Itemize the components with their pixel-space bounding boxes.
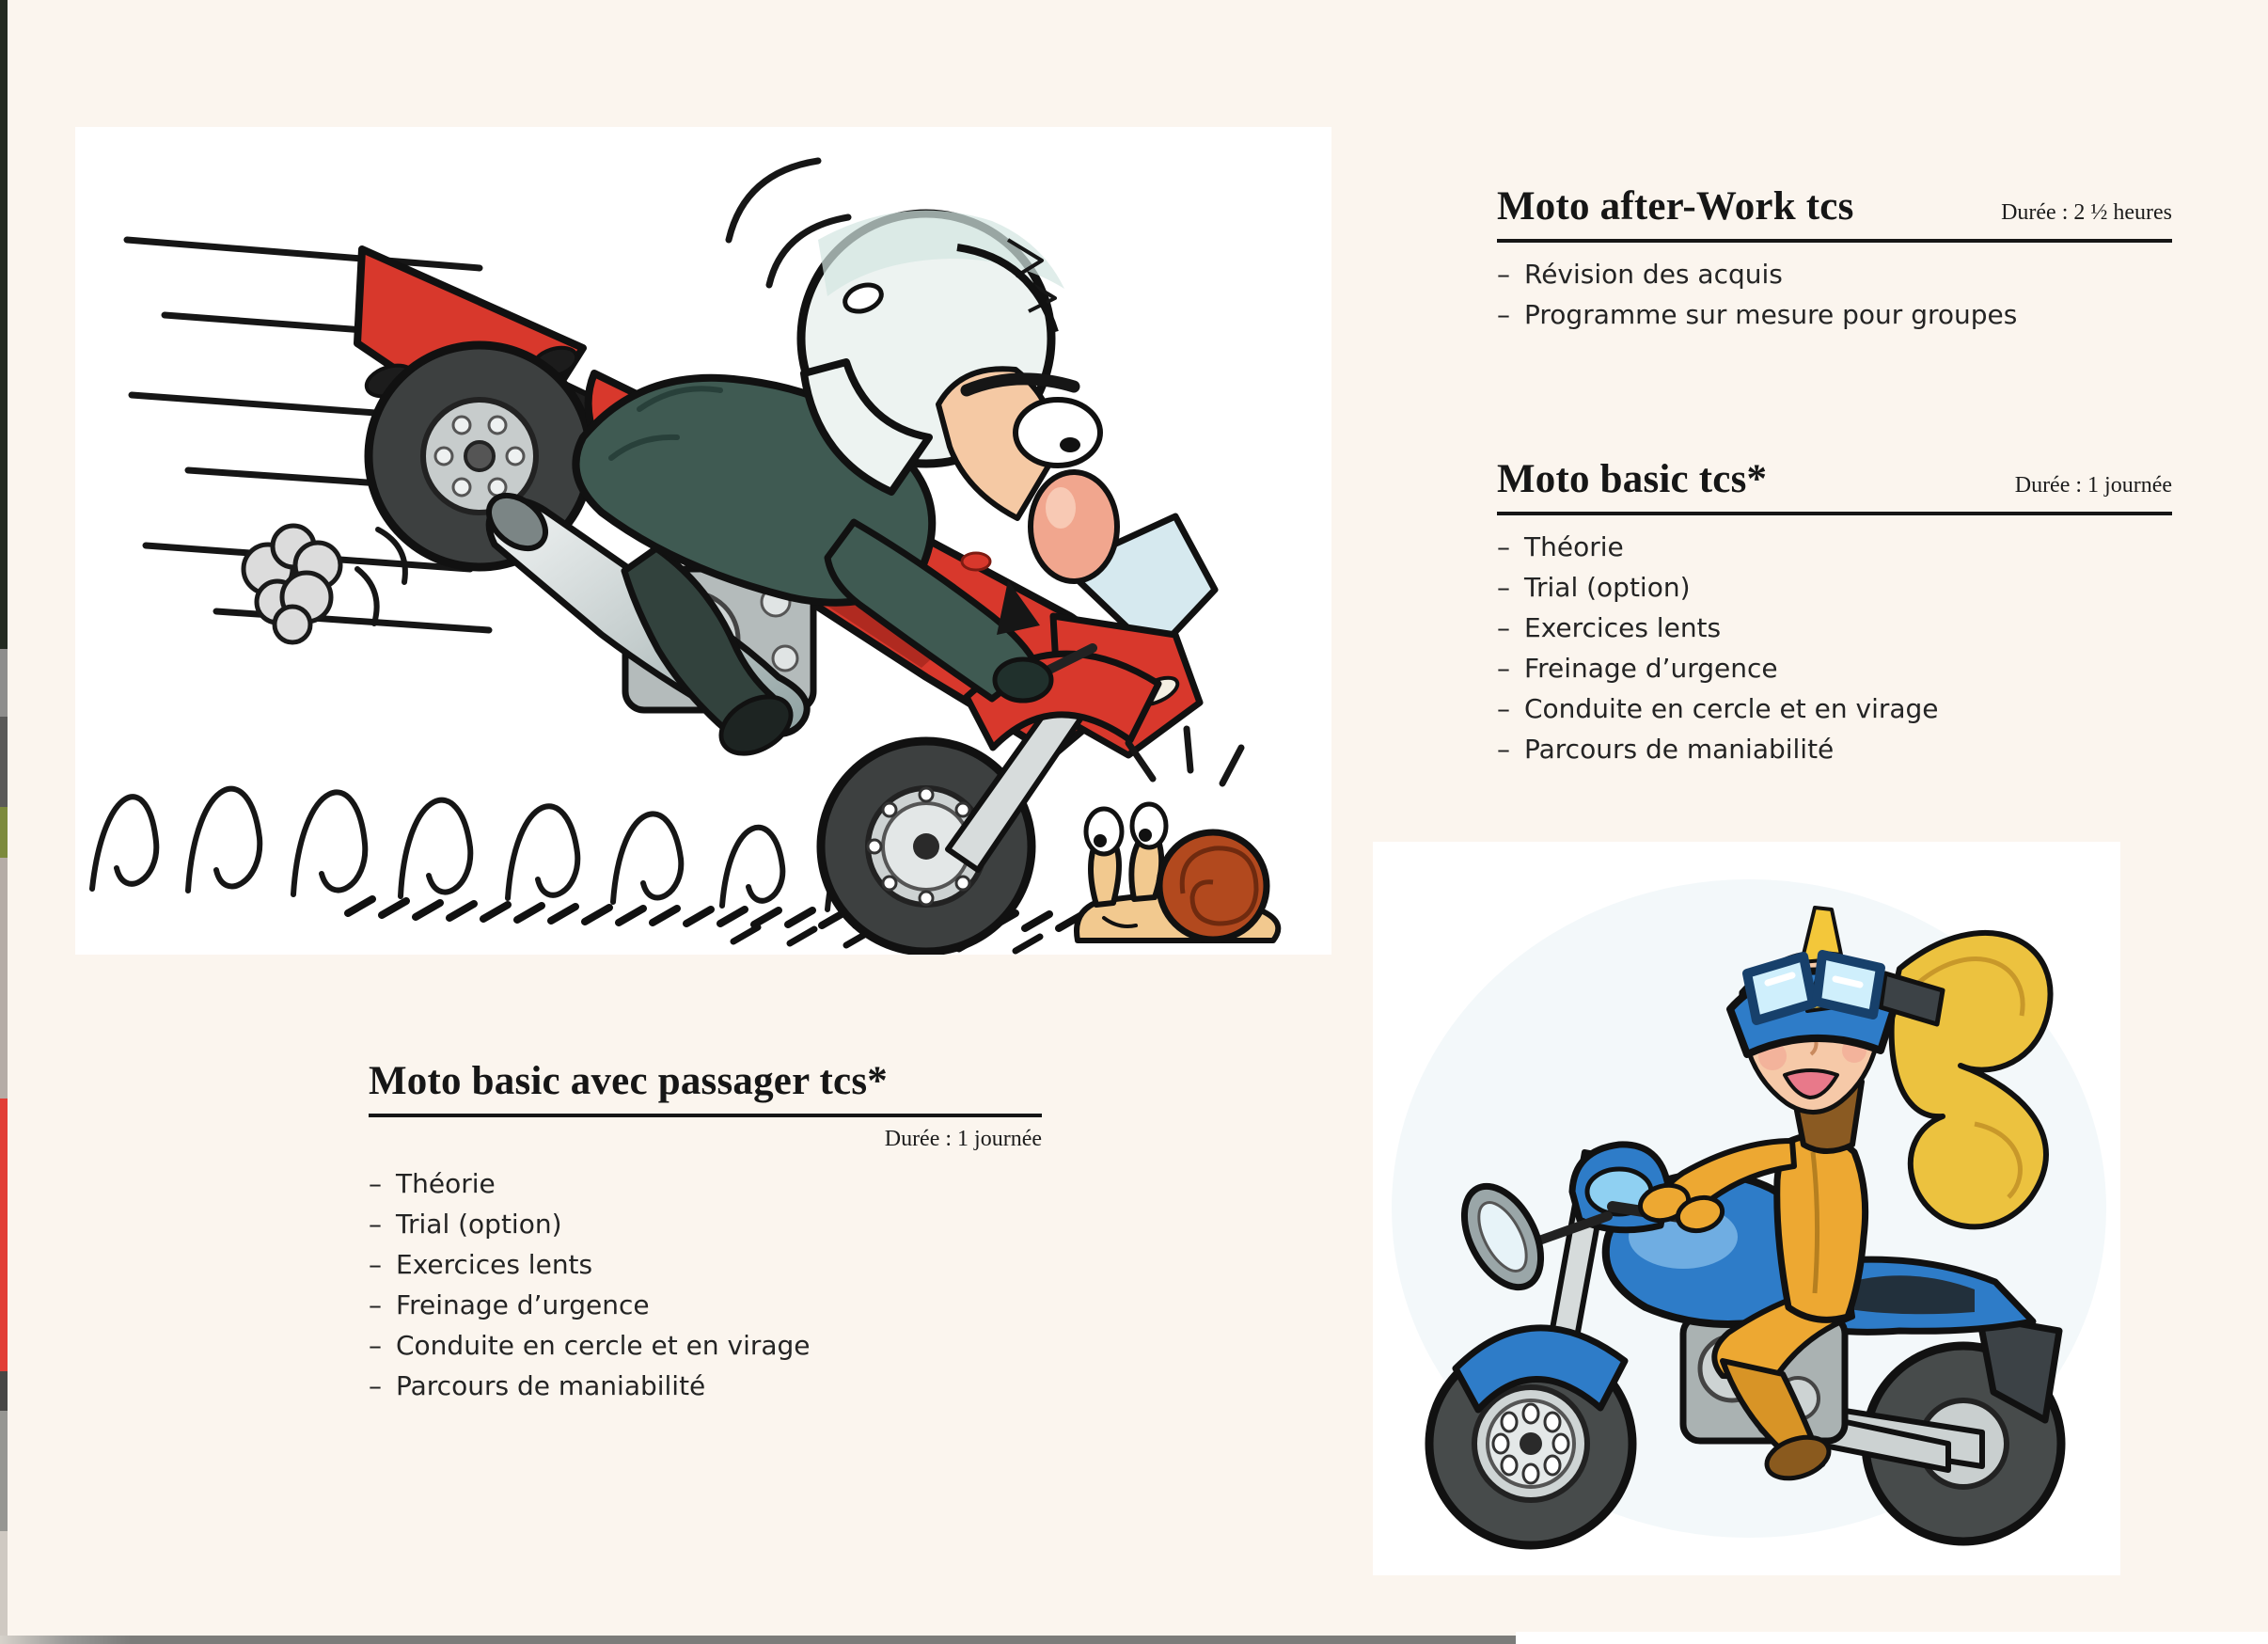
course-item-text: Programme sur mesure pour groupes — [1524, 299, 2018, 331]
course-item — [369, 1366, 1042, 1406]
course-item-text: Parcours de maniabilité — [396, 1370, 706, 1402]
goggle-lens — [1747, 956, 1813, 1020]
tongue — [962, 553, 990, 570]
illustration-female-rider — [1373, 842, 2120, 1575]
item-dash: – — [1497, 299, 1510, 331]
course-item — [369, 1204, 1042, 1244]
course-item-text: Théorie — [1524, 531, 1624, 563]
page-edge-strip — [0, 1531, 8, 1644]
red-motorcycle — [357, 249, 1215, 952]
dust-puff — [244, 526, 340, 642]
item-dash: – — [369, 1209, 382, 1241]
course-item — [1497, 294, 2172, 335]
course-duration: Durée : 1 journée — [2014, 473, 2172, 498]
item-dash: – — [1497, 734, 1510, 766]
item-dash: – — [369, 1168, 382, 1200]
course-item — [369, 1163, 1042, 1204]
page-edge-strip — [0, 807, 8, 858]
page-edge-strip — [0, 858, 8, 1099]
page-bottom-edge — [0, 1636, 1516, 1644]
course-item-text: Trial (option) — [396, 1209, 562, 1241]
course-duration: Durée : 1 journée — [884, 1127, 1042, 1152]
braking-rider-drawing — [75, 127, 1331, 955]
course-title: Moto basic tcs* — [1497, 457, 1768, 501]
nose — [1031, 472, 1117, 581]
page-edge-strip — [0, 1411, 8, 1531]
page-edge-strip — [0, 0, 8, 649]
snail — [1077, 729, 1278, 941]
course-title: Moto after-Work tcs — [1497, 184, 1854, 229]
course-item — [1497, 254, 2172, 294]
course-item — [1497, 608, 2172, 648]
page-edge-strip — [0, 1099, 8, 1371]
course-items — [1497, 254, 2172, 335]
page-edge-strip — [0, 1371, 8, 1411]
item-dash: – — [369, 1289, 382, 1321]
item-dash: – — [1497, 693, 1510, 725]
course-item — [1497, 688, 2172, 729]
course-item-text: Parcours de maniabilité — [1524, 734, 1835, 766]
course-item-text: Théorie — [396, 1168, 496, 1200]
course-item-text: Freinage d’urgence — [1524, 653, 1778, 685]
item-dash: – — [369, 1249, 382, 1281]
page-edge-strip — [0, 717, 8, 807]
item-dash: – — [1497, 653, 1510, 685]
page-bottom-corner — [1516, 1632, 2268, 1644]
course-item-text: Exercices lents — [396, 1249, 593, 1281]
item-dash: – — [1497, 259, 1510, 291]
course-item-text: Trial (option) — [1524, 572, 1691, 604]
page-edge-strip — [0, 649, 8, 717]
eye — [1016, 400, 1100, 466]
course-item — [1497, 527, 2172, 567]
course-header — [369, 1059, 1042, 1117]
skid-smoke-loops — [92, 789, 884, 909]
course-item-text: Conduite en cercle et en virage — [396, 1330, 811, 1362]
course-section-basic-passager — [369, 1059, 1042, 1406]
course-item — [369, 1244, 1042, 1285]
course-header — [1497, 457, 2172, 515]
rider-glove — [995, 659, 1051, 701]
item-dash: – — [369, 1330, 382, 1362]
course-item — [1497, 567, 2172, 608]
course-item-text: Révision des acquis — [1524, 259, 1783, 291]
item-dash: – — [1497, 572, 1510, 604]
course-items — [369, 1163, 1042, 1406]
course-duration: Durée : 2 ½ heures — [2001, 200, 2172, 225]
course-item — [369, 1325, 1042, 1366]
female-rider-drawing — [1373, 842, 2120, 1575]
item-dash: – — [1497, 612, 1510, 644]
course-item — [1497, 729, 2172, 769]
course-item-text: Exercices lents — [1524, 612, 1722, 644]
illustration-braking-rider — [75, 127, 1331, 955]
dust-arcs — [357, 530, 405, 624]
course-item — [1497, 648, 2172, 688]
course-header — [1497, 184, 2172, 243]
item-dash: – — [369, 1370, 382, 1402]
course-items — [1497, 527, 2172, 769]
course-section-basic — [1497, 457, 2172, 769]
course-item-text: Conduite en cercle et en virage — [1524, 693, 1939, 725]
course-section-after-work — [1497, 184, 2172, 335]
course-title: Moto basic avec passager tcs* — [369, 1059, 888, 1103]
course-item — [369, 1285, 1042, 1325]
item-dash: – — [1497, 531, 1510, 563]
course-item-text: Freinage d’urgence — [396, 1289, 650, 1321]
